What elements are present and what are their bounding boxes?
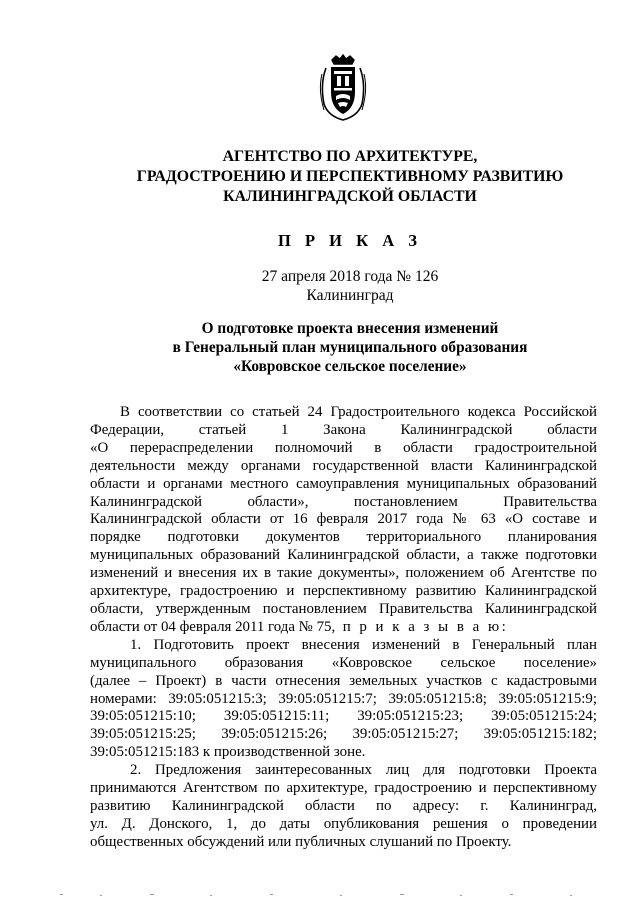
body-line: 1. Подготовить проект внесения изменений в Генеральный план (130, 636, 597, 653)
city: Калининград (306, 287, 394, 304)
body-line: деятельности между органами государственной власти Калининградской (90, 457, 597, 474)
coat-of-arms-icon (318, 54, 368, 122)
body-line: 2. Предложения заинтересованных лиц для подготовки Проекта (130, 762, 597, 779)
body-line: ул. Д. Донского, 1, до даты опубликования решения о проведении (90, 815, 597, 832)
agency-name-line: ГРАДОСТРОЕНИЮ И ПЕРСПЕКТИВНОМУ РАЗВИТИЮ (136, 168, 564, 185)
body-line-text: области от 04 февраля 2011 года № 75, (90, 618, 336, 635)
body-line: «О перераспределении полномочий в области градостроительной (90, 439, 597, 456)
body-line: Калининградской области от 16 февраля 2017 года № 63 «О составе и (90, 511, 597, 528)
body-line: муниципального образования «Ковровское сельское поселение» (90, 654, 597, 671)
body-line: общественных обсуждений или публичных слушаний по Проекту. (90, 833, 512, 850)
body-line: развитию Калининградской области по адресу: г. Калининград, (90, 797, 597, 814)
body-line: Калининградской области», постановлением Правительства (90, 493, 597, 510)
date-and-number: 27 апреля 2018 года № 126 (261, 268, 439, 285)
body-line: области и органами местного самоуправления муниципальных образований (90, 475, 597, 492)
agency-name-line: КАЛИНИНГРАДСКОЙ ОБЛАСТИ (223, 188, 477, 205)
body-line (90, 619, 597, 637)
body-line: В соответствии со статьей 24 Градостроительного кодекса Российской (120, 404, 597, 420)
title-line: «Ковровское сельское поселение» (233, 358, 467, 375)
body-line: области, утвержденным постановлением Правительства Калининградской (90, 600, 597, 617)
agency-name (90, 147, 610, 207)
body-line: порядке подготовки документов территориального планирования (90, 529, 597, 546)
body-line: принимаются Агентством по архитектуре, градостроению и перспективному (90, 780, 597, 797)
body-line: Федерации, статьей 1 Закона Калининградской области (90, 421, 597, 438)
body-line: 39:05:051215:25; 39:05:051215:26; 39:05:051215:27; 39:05:051215:182; (90, 726, 597, 743)
body-line: 39:05:051215:183 к производственной зоне. (90, 744, 366, 761)
order-word: п р и к а з ы в а ю: (342, 618, 509, 635)
scan-noise-footer (40, 892, 600, 898)
body-line: изменений и внесения их в такие документы», положением об Агентстве по (90, 565, 597, 582)
body-line: 39:05:051215:10; 39:05:051215:11; 39:05:051215:23; 39:05:051215:24; (90, 708, 597, 725)
document-title (90, 319, 610, 376)
title-line: в Генеральный план муниципального образования (172, 339, 528, 356)
document-body (90, 404, 597, 852)
body-line: архитектуре, градостроению и перспективному развитию Калининградской (90, 583, 597, 600)
body-line: муниципальных образований Калининградской области, а также подготовки (90, 547, 597, 564)
agency-name-line: АГЕНТСТВО ПО АРХИТЕКТУРЕ, (222, 148, 478, 165)
body-line: номерами: 39:05:051215:3; 39:05:051215:7; 39:05:051215:8; 39:05:051215:9; (90, 690, 597, 707)
body-line: (далее – Проект) в части отнесения земельных участков с кадастровыми (90, 672, 597, 689)
document-type: П Р И К А З (278, 231, 422, 250)
title-line: О подготовке проекта внесения изменений (201, 320, 499, 337)
